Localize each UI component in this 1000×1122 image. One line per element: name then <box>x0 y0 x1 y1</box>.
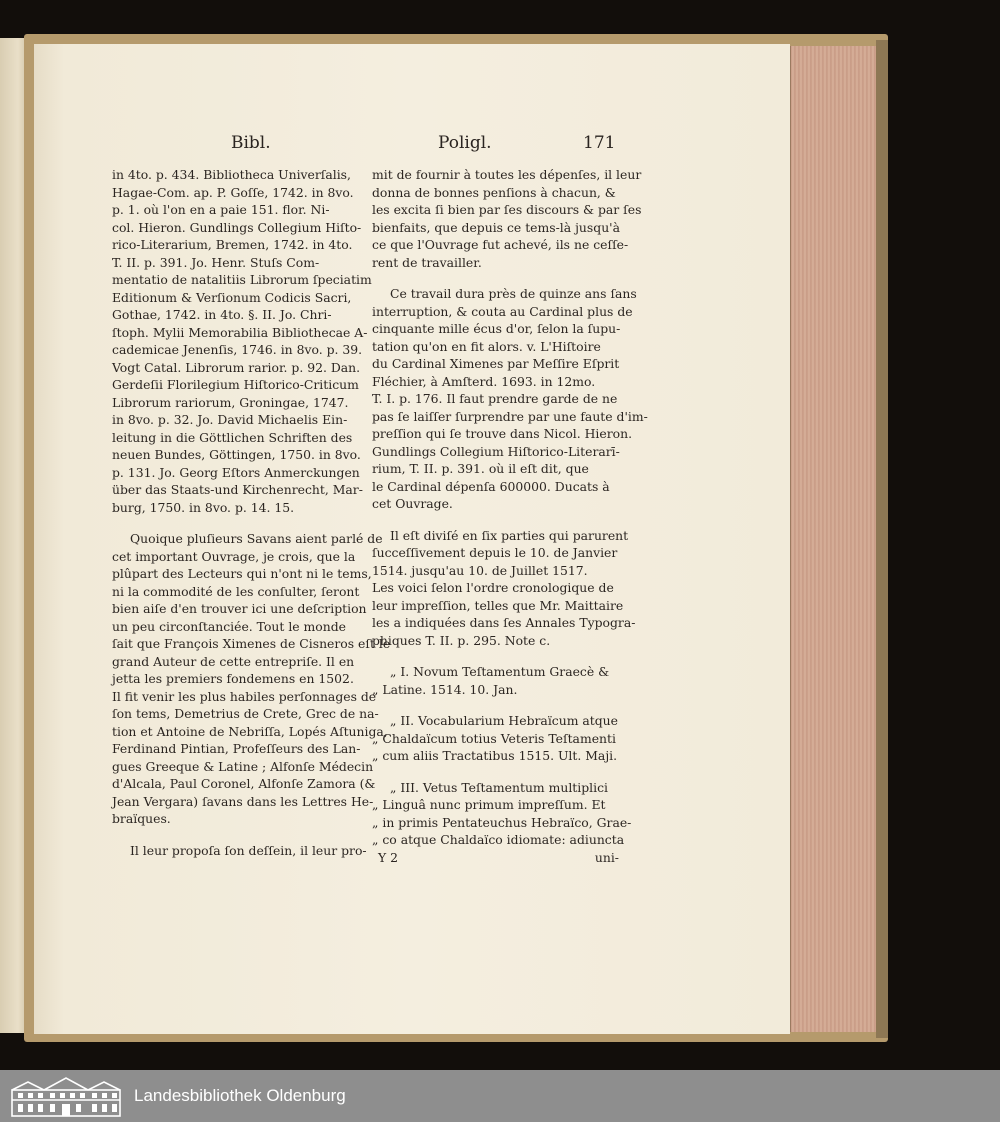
right-text-line: rium, T. II. p. 391. où il eſt dit, que <box>372 461 589 476</box>
right-text-line: les excita ſi bien par ſes discours & par ſes <box>372 202 642 217</box>
left-text-line: braïques. <box>112 811 171 826</box>
library-building-icon <box>10 1076 122 1118</box>
right-text-line: interruption, & couta au Cardinal plus de <box>372 303 633 319</box>
right-text-line: Gundlings Collegium Hiſtorico-Literarī- <box>372 443 620 459</box>
right-paragraph-5 <box>372 712 619 765</box>
left-text-line: p. 131. Jo. Georg Eſtors Anmerckungen <box>112 464 360 480</box>
left-text-line: jetta les premiers fondemens en 1502. <box>112 671 354 686</box>
right-text-line: „ II. Vocabularium Hebraïcum atque <box>390 713 618 728</box>
page-edges <box>790 46 877 1032</box>
right-text-line: „ I. Novum Teſtamentum Graecè & <box>390 664 610 679</box>
right-text-line: leur impreſſion, telles que Mr. Maittaire <box>372 597 624 613</box>
left-text-line: leitung in die Göttlichen Schriften des <box>112 429 353 445</box>
left-text-line: Librorum rariorum, Groningae, 1747. <box>112 394 349 410</box>
left-text-line: T. II. p. 391. Jo. Henr. Stuſs Com- <box>112 254 320 270</box>
left-text-line: d'Alcala, Paul Coronel, Alfonſe Zamora (& <box>112 776 376 791</box>
signature-mark: Y 2 <box>378 849 399 865</box>
right-paragraph-2 <box>372 285 648 513</box>
left-text-line: plûpart des Lecteurs qui n'ont ni le tems, <box>112 566 372 581</box>
page-footer-line <box>372 849 619 867</box>
right-text-line: „ cum aliis Tractatibus 1515. Ult. Maji. <box>372 748 618 763</box>
left-text-line: col. Hieron. Gundlings Collegium Hiſto- <box>112 219 362 235</box>
right-text-line: bienfaits, que depuis ce tems-là jusqu'à <box>372 219 620 235</box>
left-text-line: gues Greeque & Latine ; Alfonſe Médecin <box>112 758 374 774</box>
right-text-line: cinquante mille écus d'or, ſelon la ſupu- <box>372 321 621 336</box>
cover-edge <box>876 40 888 1038</box>
left-text-line: bien aiſe d'en trouver ici une deſcription <box>112 601 367 616</box>
left-text-line: tion et Antoine de Nebriſſa, Lopés Aſtuniga, <box>112 723 388 739</box>
right-paragraph-1 <box>372 166 642 271</box>
left-text-line: p. 1. où l'on en a paie 151. flor. Ni- <box>112 202 330 217</box>
left-text-line: Jean Vergara) ſavans dans les Lettres He- <box>112 793 374 809</box>
page-number: 171 <box>583 133 616 153</box>
left-text-line: grand Auteur de cette entrepriſe. Il en <box>112 653 355 669</box>
right-text-line: pas ſe laiſſer ſurprendre par une faute d'im- <box>372 408 648 424</box>
right-text-line: Ce travail dura près de quinze ans ſans <box>390 286 637 301</box>
left-text-line: cet important Ouvrage, je crois, que la <box>112 548 356 564</box>
left-text-line: Il fit venir les plus habiles perſonnages de <box>112 688 377 704</box>
left-text-line: Vogt Catal. Librorum rarior. p. 92. Dan. <box>112 359 361 375</box>
right-text-line: „ Latine. 1514. 10. Jan. <box>372 681 518 697</box>
left-text-line: ni la commodité de les conſulter, ſeront <box>112 583 360 599</box>
right-text-line: ſucceſſivement depuis le 10. de Janvier <box>372 545 618 560</box>
right-text-line: Il eſt diviſé en ſix parties qui parurent <box>390 527 629 543</box>
right-text-line: „ III. Vetus Teſtamentum multiplici <box>390 779 609 795</box>
left-text-line: über das Staats-und Kirchenrecht, Mar- <box>112 482 363 497</box>
running-head-center: Poligl. <box>438 133 492 153</box>
left-paragraph-1 <box>112 166 372 516</box>
right-text-line: T. I. p. 176. Il faut prendre garde de ne <box>372 391 618 406</box>
right-column <box>372 166 648 866</box>
right-text-line: Fléchier, à Amſterd. 1693. in 12mo. <box>372 373 596 389</box>
left-text-line: in 8vo. p. 32. Jo. David Michaelis Ein- <box>112 412 348 427</box>
left-text-line: cademicae Jenenſis, 1746. in 8vo. p. 39. <box>112 342 363 357</box>
left-text-line: Gerdeſii Florilegium Hiſtorico-Criticum <box>112 377 359 392</box>
right-text-line: preſſion qui ſe trouve dans Nicol. Hieron. <box>372 426 633 441</box>
right-paragraph-4 <box>372 663 619 698</box>
right-text-line: cet Ouvrage. <box>372 496 453 511</box>
right-text-line: ce que l'Ouvrage fut achevé, ils ne ceſſe- <box>372 237 629 252</box>
right-text-line: Les voici ſelon l'ordre cronologique de <box>372 580 614 595</box>
catchword: uni- <box>594 849 619 865</box>
left-text-line: rico-Literarium, Bremen, 1742. in 4to. <box>112 237 353 252</box>
left-text-line: neuen Bundes, Göttingen, 1750. in 8vo. <box>112 447 361 462</box>
left-paragraph-3 <box>112 842 367 860</box>
right-text-line: „ Linguâ nunc primum impreſſum. Et <box>372 797 606 812</box>
left-text-line: un peu circonſtanciée. Tout le monde <box>112 618 347 634</box>
right-paragraph-3 <box>372 527 636 650</box>
left-text-line: Hagae-Com. ap. P. Goſſe, 1742. in 8vo. <box>112 184 354 200</box>
left-text-line: Quoique pluſieurs Savans aient parlé de <box>130 531 383 546</box>
running-head-left: Bibl. <box>231 133 271 153</box>
library-name: Landesbibliothek Oldenburg <box>134 1086 346 1105</box>
right-text-line: „ co atque Chaldaïco idiomate: adiuncta <box>372 832 625 847</box>
left-text-line: ſait que François Ximenes de Cisneros eſt le <box>112 636 391 651</box>
right-text-line: 1514. jusqu'au 10. de Juillet 1517. <box>372 562 588 578</box>
left-text-line: Ferdinand Pintian, Profeſſeurs des Lan- <box>112 741 361 756</box>
left-paragraph-2 <box>112 530 391 828</box>
left-text-line: in 4to. p. 434. Bibliotheca Univerſalis, <box>112 167 351 182</box>
right-paragraph-6 <box>372 779 632 849</box>
right-text-line: tation qu'on en fit alors. v. L'Hiſtoire <box>372 338 601 354</box>
right-text-line: phiques T. II. p. 295. Note c. <box>372 632 551 648</box>
right-text-line: les a indiquées dans ſes Annales Typogra- <box>372 615 636 630</box>
left-text-line: Il leur propoſa ſon deſſein, il leur pro- <box>130 842 367 858</box>
right-text-line: le Cardinal dépenſa 600000. Ducats à <box>372 478 610 494</box>
left-text-line: Gothae, 1742. in 4to. §. II. Jo. Chri- <box>112 307 332 322</box>
right-text-line: „ in primis Pentateuchus Hebraïco, Grae- <box>372 814 632 830</box>
right-text-line: du Cardinal Ximenes par Meſſire Eſprit <box>372 356 620 371</box>
right-text-line: rent de travailler. <box>372 254 482 270</box>
left-text-line: ſon tems, Demetrius de Crete, Grec de na- <box>112 706 379 721</box>
right-text-line: „ Chaldaïcum totius Veteris Teſtamenti <box>372 730 616 746</box>
right-text-line: donna de bonnes penſions à chacun, & <box>372 184 616 200</box>
left-text-line: burg, 1750. in 8vo. p. 14. 15. <box>112 499 295 515</box>
left-text-line: Editionum & Verſionum Codicis Sacri, <box>112 289 352 305</box>
left-text-line: mentatio de natalitiis Librorum ſpeciatim <box>112 272 372 287</box>
right-text-line: mit de fournir à toutes les dépenſes, il leur <box>372 167 642 182</box>
left-text-line: ſtoph. Mylii Memorabilia Bibliothecae A- <box>112 324 368 340</box>
